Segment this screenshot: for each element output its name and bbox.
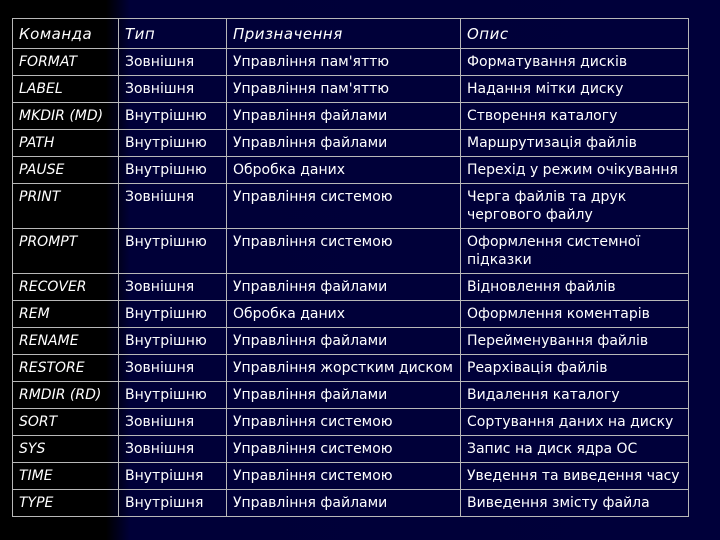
cell-command: RESTORE [13, 355, 119, 382]
cell-type: Внутрішню [119, 301, 227, 328]
cell-command: LABEL [13, 76, 119, 103]
cell-command: PATH [13, 130, 119, 157]
cell-purpose: Управління файлами [227, 490, 461, 517]
cell-description: Перехід у режим очікування [461, 157, 689, 184]
cell-description: Перейменування файлів [461, 328, 689, 355]
cell-purpose: Управління файлами [227, 328, 461, 355]
cell-description: Сортування даних на диску [461, 409, 689, 436]
cell-command: SYS [13, 436, 119, 463]
cell-description: Надання мітки диску [461, 76, 689, 103]
cell-type: Зовнішня [119, 49, 227, 76]
cell-command: RENAME [13, 328, 119, 355]
commands-table [12, 18, 689, 517]
cell-purpose: Обробка даних [227, 301, 461, 328]
cell-command: RMDIR (RD) [13, 382, 119, 409]
cell-command: FORMAT [13, 49, 119, 76]
cell-description: Оформлення системної підказки [461, 229, 689, 274]
cell-purpose: Управління системою [227, 436, 461, 463]
header-row [13, 19, 689, 49]
table-row [13, 49, 689, 76]
cell-type: Внутрішню [119, 103, 227, 130]
table-body [13, 49, 689, 517]
header-type: Тип [119, 19, 227, 49]
cell-purpose: Обробка даних [227, 157, 461, 184]
table-row [13, 301, 689, 328]
header-command: Команда [13, 19, 119, 49]
table-row [13, 490, 689, 517]
cell-type: Зовнішня [119, 76, 227, 103]
cell-purpose: Управління жорстким диском [227, 355, 461, 382]
cell-type: Внутрішню [119, 157, 227, 184]
cell-command: REM [13, 301, 119, 328]
cell-command: TYPE [13, 490, 119, 517]
cell-purpose: Управління файлами [227, 382, 461, 409]
cell-type: Зовнішня [119, 436, 227, 463]
cell-purpose: Управління файлами [227, 103, 461, 130]
cell-type: Внутрішня [119, 463, 227, 490]
cell-purpose: Управління пам'яттю [227, 49, 461, 76]
cell-description: Видалення каталогу [461, 382, 689, 409]
cell-type: Внутрішню [119, 328, 227, 355]
cell-command: PAUSE [13, 157, 119, 184]
cell-command: RECOVER [13, 274, 119, 301]
cell-type: Внутрішня [119, 490, 227, 517]
cell-description: Відновлення файлів [461, 274, 689, 301]
table-row [13, 157, 689, 184]
cell-description: Запис на диск ядра ОС [461, 436, 689, 463]
table-row [13, 355, 689, 382]
cell-type: Внутрішню [119, 130, 227, 157]
cell-command: PROMPT [13, 229, 119, 274]
header-description: Опис [461, 19, 689, 49]
table-row [13, 76, 689, 103]
table-row [13, 409, 689, 436]
cell-description: Виведення змісту файла [461, 490, 689, 517]
table-row [13, 103, 689, 130]
cell-description: Створення каталогу [461, 103, 689, 130]
cell-type: Зовнішня [119, 274, 227, 301]
cell-description: Оформлення коментарів [461, 301, 689, 328]
cell-description: Уведення та виведення часу [461, 463, 689, 490]
table-row [13, 328, 689, 355]
cell-type: Зовнішня [119, 184, 227, 229]
cell-purpose: Управління файлами [227, 130, 461, 157]
cell-type: Зовнішня [119, 409, 227, 436]
table-row [13, 130, 689, 157]
table-row [13, 274, 689, 301]
cell-purpose: Управління системою [227, 409, 461, 436]
cell-purpose: Управління пам'яттю [227, 76, 461, 103]
table-row [13, 229, 689, 274]
cell-purpose: Управління системою [227, 184, 461, 229]
cell-command: PRINT [13, 184, 119, 229]
cell-purpose: Управління системою [227, 463, 461, 490]
table-row [13, 184, 689, 229]
cell-description: Реархівація файлів [461, 355, 689, 382]
cell-command: TIME [13, 463, 119, 490]
cell-command: SORT [13, 409, 119, 436]
cell-description: Форматування дисків [461, 49, 689, 76]
cell-type: Внутрішню [119, 382, 227, 409]
cell-purpose: Управління системою [227, 229, 461, 274]
table-row [13, 382, 689, 409]
cell-command: MKDIR (MD) [13, 103, 119, 130]
table-row [13, 463, 689, 490]
cell-type: Внутрішню [119, 229, 227, 274]
cell-description: Маршрутизація файлів [461, 130, 689, 157]
cell-type: Зовнішня [119, 355, 227, 382]
header-purpose: Призначення [227, 19, 461, 49]
cell-purpose: Управління файлами [227, 274, 461, 301]
cell-description: Черга файлів та друк чергового файлу [461, 184, 689, 229]
table-row [13, 436, 689, 463]
